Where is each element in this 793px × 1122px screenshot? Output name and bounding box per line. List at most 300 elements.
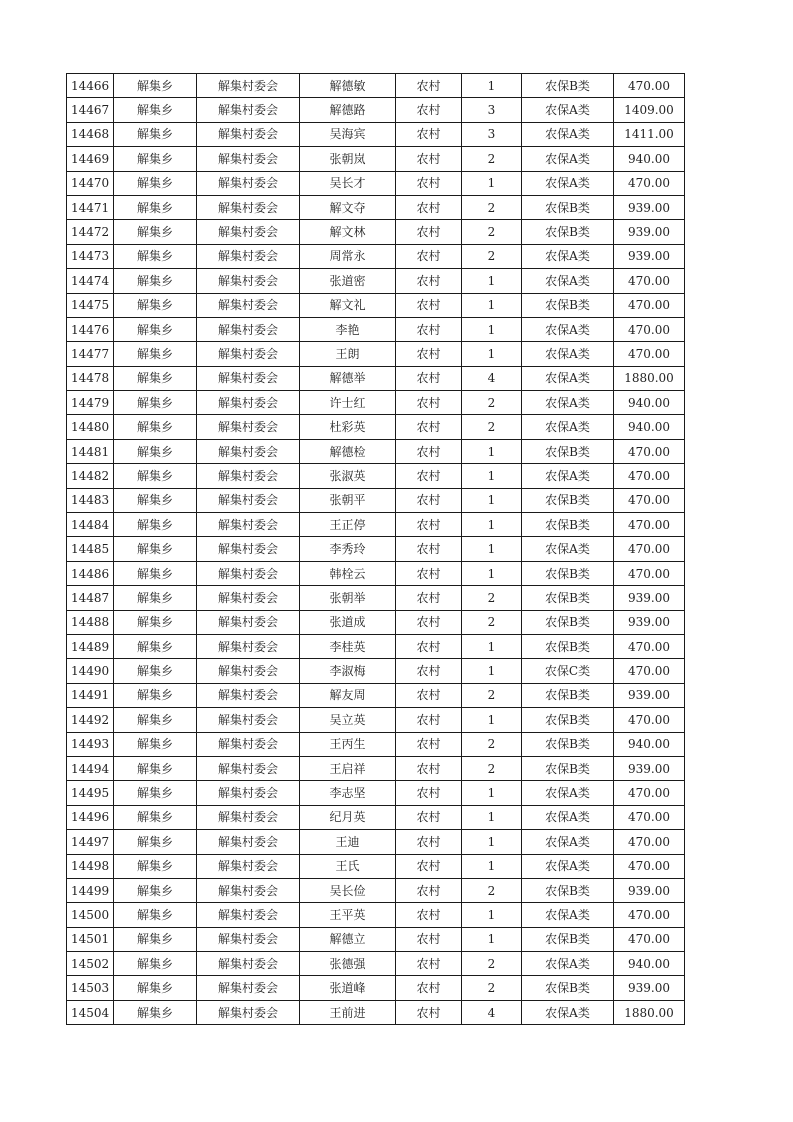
table-row [67,927,685,951]
amount-cell: 470.00 [614,293,685,317]
name-cell: 许士红 [300,391,396,415]
table-row [67,708,685,732]
insurance-category-cell: 农保A类 [522,317,614,341]
table-row [67,903,685,927]
area-type-cell: 农村 [396,952,462,976]
name-cell: 吴海宾 [300,122,396,146]
insurance-category-cell: 农保B类 [522,634,614,658]
amount-cell: 939.00 [614,586,685,610]
village-committee-cell: 解集村委会 [197,952,300,976]
amount-cell: 470.00 [614,561,685,585]
household-count-cell: 2 [462,952,522,976]
table-row [67,537,685,561]
name-cell: 张道密 [300,269,396,293]
area-type-cell: 农村 [396,513,462,537]
row-id: 14492 [67,708,114,732]
insurance-category-cell: 农保A类 [522,366,614,390]
township-cell: 解集乡 [114,342,197,366]
area-type-cell: 农村 [396,537,462,561]
name-cell: 王氏 [300,854,396,878]
name-cell: 张道成 [300,610,396,634]
amount-cell: 940.00 [614,952,685,976]
name-cell: 李艳 [300,317,396,341]
row-id: 14497 [67,830,114,854]
area-type-cell: 农村 [396,220,462,244]
township-cell: 解集乡 [114,634,197,658]
area-type-cell: 农村 [396,708,462,732]
village-committee-cell: 解集村委会 [197,903,300,927]
amount-cell: 470.00 [614,464,685,488]
table-row [67,195,685,219]
household-count-cell: 3 [462,98,522,122]
township-cell: 解集乡 [114,708,197,732]
amount-cell: 470.00 [614,171,685,195]
township-cell: 解集乡 [114,927,197,951]
area-type-cell: 农村 [396,854,462,878]
insurance-category-cell: 农保A类 [522,244,614,268]
household-count-cell: 3 [462,122,522,146]
insurance-category-cell: 农保A类 [522,391,614,415]
row-id: 14488 [67,610,114,634]
village-committee-cell: 解集村委会 [197,195,300,219]
amount-cell: 939.00 [614,683,685,707]
township-cell: 解集乡 [114,878,197,902]
row-id: 14469 [67,147,114,171]
household-count-cell: 1 [462,293,522,317]
row-id: 14498 [67,854,114,878]
village-committee-cell: 解集村委会 [197,1000,300,1024]
insurance-category-cell: 农保B类 [522,878,614,902]
insurance-category-cell: 农保A类 [522,781,614,805]
household-count-cell: 1 [462,74,522,98]
insurance-category-cell: 农保B类 [522,220,614,244]
township-cell: 解集乡 [114,903,197,927]
row-id: 14495 [67,781,114,805]
name-cell: 解德举 [300,366,396,390]
area-type-cell: 农村 [396,342,462,366]
area-type-cell: 农村 [396,244,462,268]
insurance-category-cell: 农保A类 [522,171,614,195]
insurance-category-cell: 农保A类 [522,415,614,439]
name-cell: 周常永 [300,244,396,268]
table-row [67,878,685,902]
village-committee-cell: 解集村委会 [197,317,300,341]
household-count-cell: 2 [462,878,522,902]
insurance-category-cell: 农保A类 [522,147,614,171]
amount-cell: 470.00 [614,781,685,805]
table-body [67,74,685,1025]
table-row [67,415,685,439]
amount-cell: 470.00 [614,269,685,293]
village-committee-cell: 解集村委会 [197,464,300,488]
insurance-category-cell: 农保B类 [522,708,614,732]
village-committee-cell: 解集村委会 [197,122,300,146]
name-cell: 王朗 [300,342,396,366]
insurance-category-cell: 农保B类 [522,756,614,780]
insurance-category-cell: 农保A类 [522,1000,614,1024]
data-table [66,73,685,1025]
row-id: 14501 [67,927,114,951]
row-id: 14470 [67,171,114,195]
area-type-cell: 农村 [396,659,462,683]
area-type-cell: 农村 [396,293,462,317]
table-row [67,391,685,415]
table-row [67,244,685,268]
township-cell: 解集乡 [114,513,197,537]
household-count-cell: 1 [462,269,522,293]
table-row [67,976,685,1000]
township-cell: 解集乡 [114,683,197,707]
township-cell: 解集乡 [114,1000,197,1024]
row-id: 14473 [67,244,114,268]
amount-cell: 470.00 [614,488,685,512]
village-committee-cell: 解集村委会 [197,634,300,658]
village-committee-cell: 解集村委会 [197,366,300,390]
village-committee-cell: 解集村委会 [197,610,300,634]
township-cell: 解集乡 [114,464,197,488]
amount-cell: 1880.00 [614,1000,685,1024]
amount-cell: 470.00 [614,830,685,854]
township-cell: 解集乡 [114,74,197,98]
table-row [67,830,685,854]
household-count-cell: 2 [462,586,522,610]
amount-cell: 940.00 [614,147,685,171]
township-cell: 解集乡 [114,269,197,293]
insurance-category-cell: 农保B类 [522,513,614,537]
row-id: 14499 [67,878,114,902]
name-cell: 吴长俭 [300,878,396,902]
area-type-cell: 农村 [396,269,462,293]
row-id: 14483 [67,488,114,512]
insurance-category-cell: 农保A类 [522,805,614,829]
household-count-cell: 1 [462,317,522,341]
area-type-cell: 农村 [396,634,462,658]
area-type-cell: 农村 [396,415,462,439]
insurance-category-cell: 农保B类 [522,74,614,98]
row-id: 14478 [67,366,114,390]
name-cell: 张朝岚 [300,147,396,171]
table-row [67,488,685,512]
row-id: 14485 [67,537,114,561]
name-cell: 张朝平 [300,488,396,512]
amount-cell: 940.00 [614,732,685,756]
row-id: 14471 [67,195,114,219]
household-count-cell: 1 [462,830,522,854]
row-id: 14496 [67,805,114,829]
household-count-cell: 1 [462,464,522,488]
row-id: 14487 [67,586,114,610]
insurance-category-cell: 农保B类 [522,927,614,951]
village-committee-cell: 解集村委会 [197,342,300,366]
township-cell: 解集乡 [114,439,197,463]
name-cell: 李秀玲 [300,537,396,561]
table-row [67,854,685,878]
amount-cell: 470.00 [614,854,685,878]
name-cell: 张德强 [300,952,396,976]
row-id: 14482 [67,464,114,488]
amount-cell: 470.00 [614,317,685,341]
township-cell: 解集乡 [114,391,197,415]
insurance-category-cell: 农保A类 [522,122,614,146]
name-cell: 解文林 [300,220,396,244]
name-cell: 李淑梅 [300,659,396,683]
amount-cell: 939.00 [614,195,685,219]
household-count-cell: 1 [462,805,522,829]
township-cell: 解集乡 [114,147,197,171]
table-row [67,952,685,976]
household-count-cell: 1 [462,561,522,585]
township-cell: 解集乡 [114,732,197,756]
table-row [67,464,685,488]
area-type-cell: 农村 [396,903,462,927]
township-cell: 解集乡 [114,952,197,976]
village-committee-cell: 解集村委会 [197,708,300,732]
table-row [67,756,685,780]
household-count-cell: 2 [462,220,522,244]
household-count-cell: 1 [462,903,522,927]
village-committee-cell: 解集村委会 [197,976,300,1000]
household-count-cell: 1 [462,927,522,951]
row-id: 14484 [67,513,114,537]
township-cell: 解集乡 [114,610,197,634]
name-cell: 解文礼 [300,293,396,317]
name-cell: 王前进 [300,1000,396,1024]
area-type-cell: 农村 [396,488,462,512]
table-row [67,439,685,463]
name-cell: 解文夺 [300,195,396,219]
area-type-cell: 农村 [396,171,462,195]
village-committee-cell: 解集村委会 [197,830,300,854]
insurance-category-cell: 农保B类 [522,439,614,463]
table-row [67,683,685,707]
row-id: 14475 [67,293,114,317]
insurance-category-cell: 农保A类 [522,98,614,122]
village-committee-cell: 解集村委会 [197,269,300,293]
name-cell: 吴长才 [300,171,396,195]
household-count-cell: 4 [462,366,522,390]
name-cell: 解德敏 [300,74,396,98]
amount-cell: 1880.00 [614,366,685,390]
township-cell: 解集乡 [114,98,197,122]
row-id: 14486 [67,561,114,585]
village-committee-cell: 解集村委会 [197,74,300,98]
area-type-cell: 农村 [396,1000,462,1024]
insurance-category-cell: 农保A类 [522,854,614,878]
household-count-cell: 2 [462,391,522,415]
village-committee-cell: 解集村委会 [197,732,300,756]
insurance-category-cell: 农保B类 [522,561,614,585]
name-cell: 王丙生 [300,732,396,756]
name-cell: 纪月英 [300,805,396,829]
table-row [67,513,685,537]
amount-cell: 939.00 [614,610,685,634]
area-type-cell: 农村 [396,439,462,463]
household-count-cell: 2 [462,415,522,439]
table-row [67,610,685,634]
village-committee-cell: 解集村委会 [197,171,300,195]
amount-cell: 470.00 [614,74,685,98]
table-row [67,122,685,146]
village-committee-cell: 解集村委会 [197,756,300,780]
name-cell: 王启祥 [300,756,396,780]
area-type-cell: 农村 [396,781,462,805]
table-row [67,74,685,98]
township-cell: 解集乡 [114,293,197,317]
table-row [67,732,685,756]
township-cell: 解集乡 [114,830,197,854]
amount-cell: 940.00 [614,391,685,415]
area-type-cell: 农村 [396,74,462,98]
amount-cell: 470.00 [614,708,685,732]
row-id: 14479 [67,391,114,415]
household-count-cell: 2 [462,756,522,780]
area-type-cell: 农村 [396,756,462,780]
township-cell: 解集乡 [114,537,197,561]
row-id: 14504 [67,1000,114,1024]
row-id: 14476 [67,317,114,341]
row-id: 14481 [67,439,114,463]
table-row [67,366,685,390]
township-cell: 解集乡 [114,756,197,780]
area-type-cell: 农村 [396,366,462,390]
village-committee-cell: 解集村委会 [197,147,300,171]
household-count-cell: 1 [462,537,522,561]
amount-cell: 470.00 [614,439,685,463]
household-count-cell: 1 [462,634,522,658]
insurance-category-cell: 农保A类 [522,952,614,976]
area-type-cell: 农村 [396,147,462,171]
row-id: 14466 [67,74,114,98]
row-id: 14490 [67,659,114,683]
table-row [67,342,685,366]
name-cell: 解友周 [300,683,396,707]
name-cell: 王正停 [300,513,396,537]
name-cell: 李桂英 [300,634,396,658]
row-id: 14474 [67,269,114,293]
table-row [67,98,685,122]
township-cell: 解集乡 [114,195,197,219]
village-committee-cell: 解集村委会 [197,293,300,317]
name-cell: 韩栓云 [300,561,396,585]
household-count-cell: 2 [462,244,522,268]
amount-cell: 470.00 [614,537,685,561]
household-count-cell: 1 [462,854,522,878]
insurance-category-cell: 农保A类 [522,903,614,927]
area-type-cell: 农村 [396,391,462,415]
area-type-cell: 农村 [396,122,462,146]
township-cell: 解集乡 [114,561,197,585]
insurance-category-cell: 农保A类 [522,269,614,293]
amount-cell: 1411.00 [614,122,685,146]
table-row [67,317,685,341]
household-count-cell: 1 [462,781,522,805]
amount-cell: 470.00 [614,513,685,537]
name-cell: 杜彩英 [300,415,396,439]
amount-cell: 470.00 [614,927,685,951]
village-committee-cell: 解集村委会 [197,805,300,829]
row-id: 14500 [67,903,114,927]
township-cell: 解集乡 [114,488,197,512]
row-id: 14489 [67,634,114,658]
household-count-cell: 2 [462,976,522,1000]
table-row [67,659,685,683]
insurance-category-cell: 农保A类 [522,342,614,366]
area-type-cell: 农村 [396,561,462,585]
village-committee-cell: 解集村委会 [197,927,300,951]
area-type-cell: 农村 [396,830,462,854]
area-type-cell: 农村 [396,683,462,707]
insurance-category-cell: 农保A类 [522,830,614,854]
village-committee-cell: 解集村委会 [197,781,300,805]
row-id: 14467 [67,98,114,122]
row-id: 14472 [67,220,114,244]
household-count-cell: 2 [462,195,522,219]
name-cell: 解德立 [300,927,396,951]
amount-cell: 939.00 [614,756,685,780]
insurance-category-cell: 农保B类 [522,732,614,756]
amount-cell: 939.00 [614,878,685,902]
table-row [67,1000,685,1024]
household-count-cell: 2 [462,683,522,707]
row-id: 14502 [67,952,114,976]
name-cell: 张道峰 [300,976,396,1000]
area-type-cell: 农村 [396,805,462,829]
table-row [67,586,685,610]
household-count-cell: 1 [462,659,522,683]
township-cell: 解集乡 [114,317,197,341]
table-row [67,269,685,293]
table-row [67,561,685,585]
village-committee-cell: 解集村委会 [197,244,300,268]
township-cell: 解集乡 [114,415,197,439]
row-id: 14468 [67,122,114,146]
area-type-cell: 农村 [396,98,462,122]
village-committee-cell: 解集村委会 [197,98,300,122]
insurance-category-cell: 农保B类 [522,976,614,1000]
township-cell: 解集乡 [114,244,197,268]
table-row [67,293,685,317]
township-cell: 解集乡 [114,659,197,683]
township-cell: 解集乡 [114,976,197,1000]
row-id: 14503 [67,976,114,1000]
township-cell: 解集乡 [114,586,197,610]
insurance-category-cell: 农保B类 [522,488,614,512]
township-cell: 解集乡 [114,220,197,244]
village-committee-cell: 解集村委会 [197,586,300,610]
insurance-category-cell: 农保A类 [522,464,614,488]
household-count-cell: 1 [462,439,522,463]
insurance-category-cell: 农保B类 [522,586,614,610]
amount-cell: 939.00 [614,220,685,244]
row-id: 14491 [67,683,114,707]
amount-cell: 470.00 [614,634,685,658]
area-type-cell: 农村 [396,317,462,341]
row-id: 14477 [67,342,114,366]
name-cell: 解德检 [300,439,396,463]
village-committee-cell: 解集村委会 [197,513,300,537]
amount-cell: 470.00 [614,659,685,683]
village-committee-cell: 解集村委会 [197,537,300,561]
village-committee-cell: 解集村委会 [197,561,300,585]
village-committee-cell: 解集村委会 [197,415,300,439]
insurance-category-cell: 农保B类 [522,195,614,219]
township-cell: 解集乡 [114,366,197,390]
area-type-cell: 农村 [396,195,462,219]
table-row [67,171,685,195]
insurance-category-cell: 农保B类 [522,610,614,634]
household-count-cell: 2 [462,610,522,634]
amount-cell: 1409.00 [614,98,685,122]
